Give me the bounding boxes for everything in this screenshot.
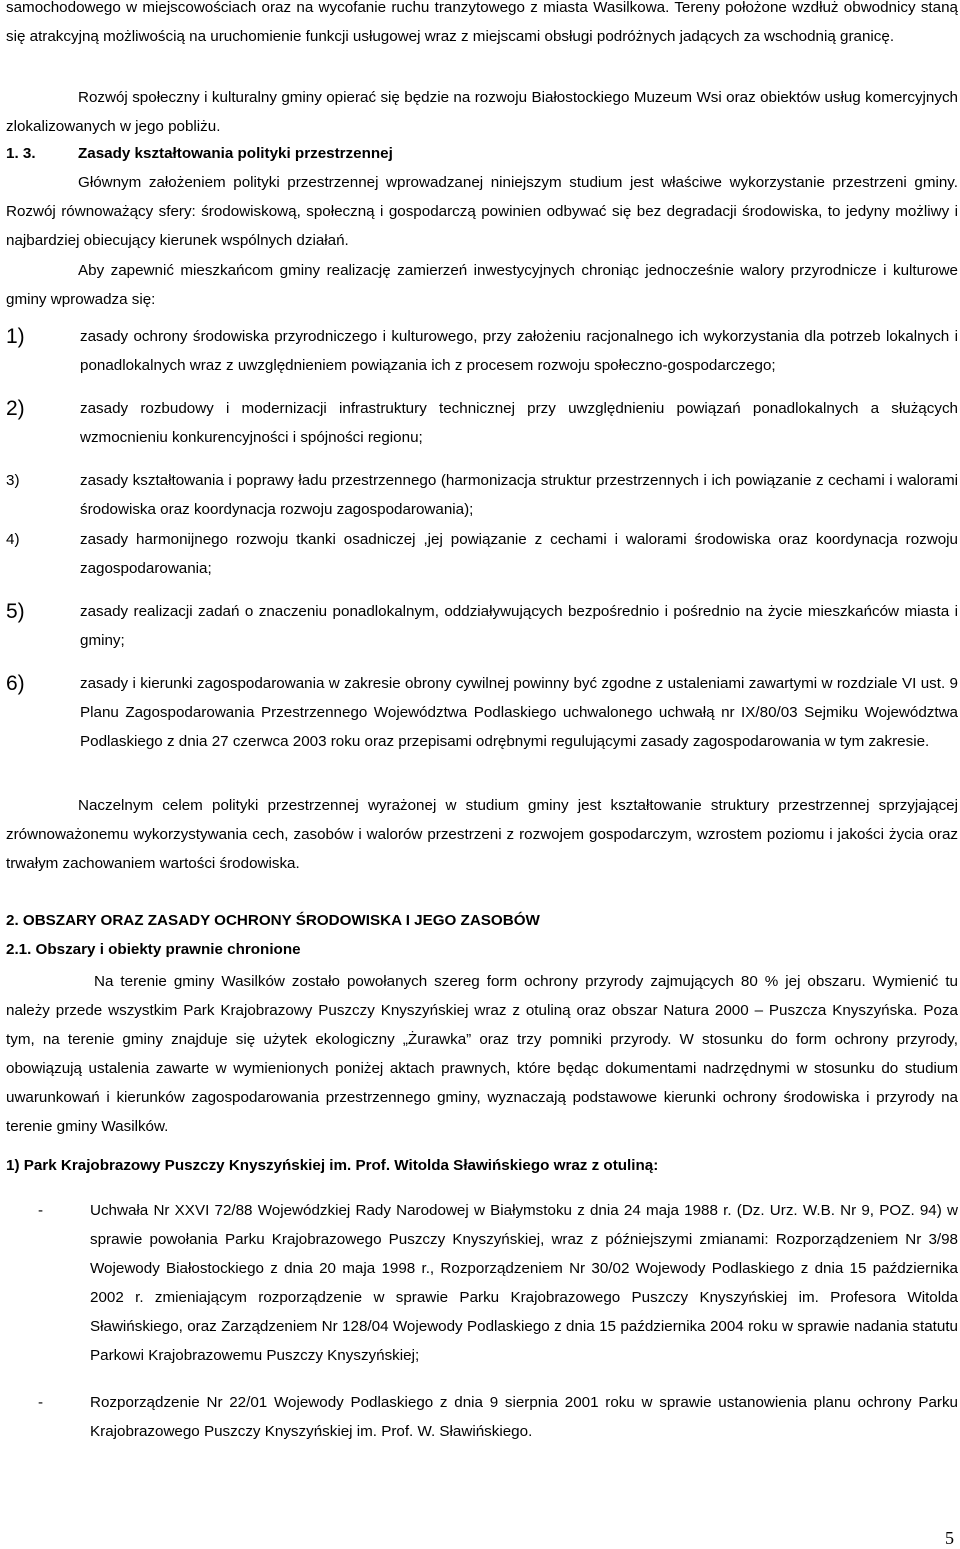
- paragraph-teren: Na terenie gminy Wasilków zostało powołanych szereg form ochrony przyrody zajmujących 80 % jej obszaru. Wymienić tu należy przede wszystkim Park Krajobrazowy Puszczy Knyszyńskiej wraz z otuliną oraz obszar Natura 2000 – Puszcza Knyszyńska. Poza tym, na terenie gminy znajduje się użytek ekologiczny „Żurawka” oraz trzy pomniki przyrody. W stosunku do form ochrony przyrody, obowiązują ustalenia zawarte w wymienionych poniżej aktach prawnych, które będąc dokumentami nadrzędnymi w stosunku do studium uwarunkowań i kierunków zagospodarowania przestrzennego gminy, wyznaczają podstawowe kierunki ochrony środowiska i przyrody na terenie gminy Wasilków.: [6, 973, 958, 1135]
- list-text: zasady harmonijnego rozwoju tkanki osadniczej ,jej powiązanie z cechami i walorami środowiska oraz koordynacja rozwoju zagospodarowania;: [80, 531, 958, 577]
- list-dash: -: [38, 1394, 44, 1411]
- paragraph-top: samochodowego w miejscowościach oraz na wycofanie ruchu tranzytowego z miasta Wasilkowa. Tereny położone wzdłuż obwodnicy staną się atrakcyjną możliwością na uruchomienie funkcji usługowej wraz z miejscami obsługi podróżnych jadących za wschodnią granicę.: [6, 0, 958, 45]
- list-text: zasady i kierunki zagospodarowania w zakresie obrony cywilnej powinny być zgodne z ustaleniami zawartymi w rozdziale VI ust. 9 Planu Zagospodarowania Przestrzennego Województwa Podlaskiego uchwalonego uchwałą nr IX/80/03 Sejmiku Województwa Podlaskiego z dnia 27 czerwca 2003 roku oraz przepisami odrębnymi regulującymi zasady zagospodarowania w tym zakresie.: [80, 675, 958, 750]
- paragraph-aby: Aby zapewnić mieszkańcom gminy realizację zamierzeń inwestycyjnych chroniąc jednocześnie walory przyrodnicze i kulturowe gminy wprowadza się:: [6, 262, 958, 308]
- list-text: zasady rozbudowy i modernizacji infrastruktury technicznej przy uwzględnieniu powiązań ponadlokalnych a służących wzmocnieniu konkurencyjności i spójności regionu;: [80, 400, 958, 446]
- list-text: zasady ochrony środowiska przyrodniczego i kulturowego, przy założeniu racjonalnego ich wykorzystania dla potrzeb lokalnych i ponadlokalnych wraz z uwzględnieniem powiązania ich z procesem rozwoju społeczno-gospodarczego;: [80, 328, 958, 374]
- list-number: 3): [6, 472, 20, 489]
- list-item: [6, 597, 958, 655]
- section-heading-2-1: 2.1. Obszary i obiekty prawnie chronione: [6, 941, 301, 958]
- paragraph-main: Głównym założeniem polityki przestrzennej wprowadzanej niniejszym studium jest właściwe wykorzystanie przestrzeni gminy. Rozwój równoważący sfery: środowiskową, społeczną i gospodarczą powinien odbywać się bez degradacji środowiska, to jedyny możliwy i najbardziej obiecujący kierunek wspólnych działań.: [6, 174, 958, 249]
- section-number: 1. 3.: [6, 145, 36, 162]
- list-item: [6, 525, 958, 583]
- chapter-heading-2: 2. OBSZARY ORAZ ZASADY OCHRONY ŚRODOWISKA I JEGO ZASOBÓW: [6, 912, 540, 929]
- principles-list: [6, 322, 958, 756]
- list-dash: -: [38, 1202, 44, 1219]
- list-number: 5): [6, 600, 25, 623]
- list-item: [6, 466, 958, 524]
- list-text: zasady realizacji zadań o znaczeniu ponadlokalnym, oddziaływujących bezpośrednio i pośrednio na życie mieszkańców miasta i gminy;: [80, 603, 958, 649]
- paragraph-naczelnym: Naczelnym celem polityki przestrzennej wyrażonej w studium gminy jest kształtowanie struktury przestrzennej sprzyjającej zrównoważonemu wykorzystywania cech, zasobów i walorów przestrzeni z rozwojem gospodarczym, wzrostem poziomu i jakości życia oraz trwałym zachowaniem wartości środowiska.: [6, 797, 958, 872]
- list-number: 2): [6, 397, 25, 420]
- list-number: 1): [6, 325, 25, 348]
- list-item: [6, 322, 958, 380]
- list-number: 4): [6, 531, 20, 548]
- list-item: [6, 1388, 958, 1446]
- page-number: 5: [945, 1528, 954, 1548]
- list-text: Rozporządzenie Nr 22/01 Wojewody Podlaskiego z dnia 9 sierpnia 2001 roku w sprawie ustanowienia planu ochrony Parku Krajobrazowego Puszczy Knyszyńskiej im. Prof. W. Sławińskiego.: [90, 1394, 958, 1440]
- legal-acts-list: [6, 1196, 958, 1446]
- section-title: Zasady kształtowania polityki przestrzennej: [78, 145, 393, 162]
- list-item: [6, 1196, 958, 1370]
- list-text: zasady kształtowania i poprawy ładu przestrzennego (harmonizacja struktur przestrzennych i ich powiązanie z cechami i walorami środowiska oraz koordynacja rozwoju zagospodarowania);: [80, 472, 958, 518]
- section-heading-1-3: [6, 144, 906, 164]
- subheading-park: 1) Park Krajobrazowy Puszczy Knyszyńskiej im. Prof. Witolda Sławińskiego wraz z otuliną:: [6, 1157, 659, 1174]
- list-number: 6): [6, 672, 25, 695]
- list-text: Uchwała Nr XXVI 72/88 Wojewódzkiej Rady Narodowej w Białymstoku z dnia 24 maja 1988 r. (Dz. Urz. W.B. Nr 9, POZ. 94) w sprawie powołania Parku Krajobrazowego Puszczy Knyszyńskiej, wraz z późniejszymi zmianami: Rozporządzeniem Nr 3/98 Wojewody Białostockiego z dnia 20 maja 1998 r., Rozporządzeniem Nr 30/02 Wojewody Podlaskiego z dnia 15 października 2002 r. zmieniającym rozporządzenie w sprawie Parku Krajobrazowego Puszczy Knyszyńskiej im. Profesora Witolda Sławińskiego, oraz Zarządzeniem Nr 128/04 Wojewody Podlaskiego z dnia 15 października 2004 roku w sprawie nadania statutu Parkowi Krajobrazowemu Puszczy Knyszyńskiej;: [90, 1202, 958, 1364]
- list-item: [6, 669, 958, 756]
- list-item: [6, 394, 958, 452]
- paragraph-social: Rozwój społeczny i kulturalny gminy opierać się będzie na rozwoju Białostockiego Muzeum Wsi oraz obiektów usług komercyjnych zlokalizowanych w jego pobliżu.: [6, 89, 958, 135]
